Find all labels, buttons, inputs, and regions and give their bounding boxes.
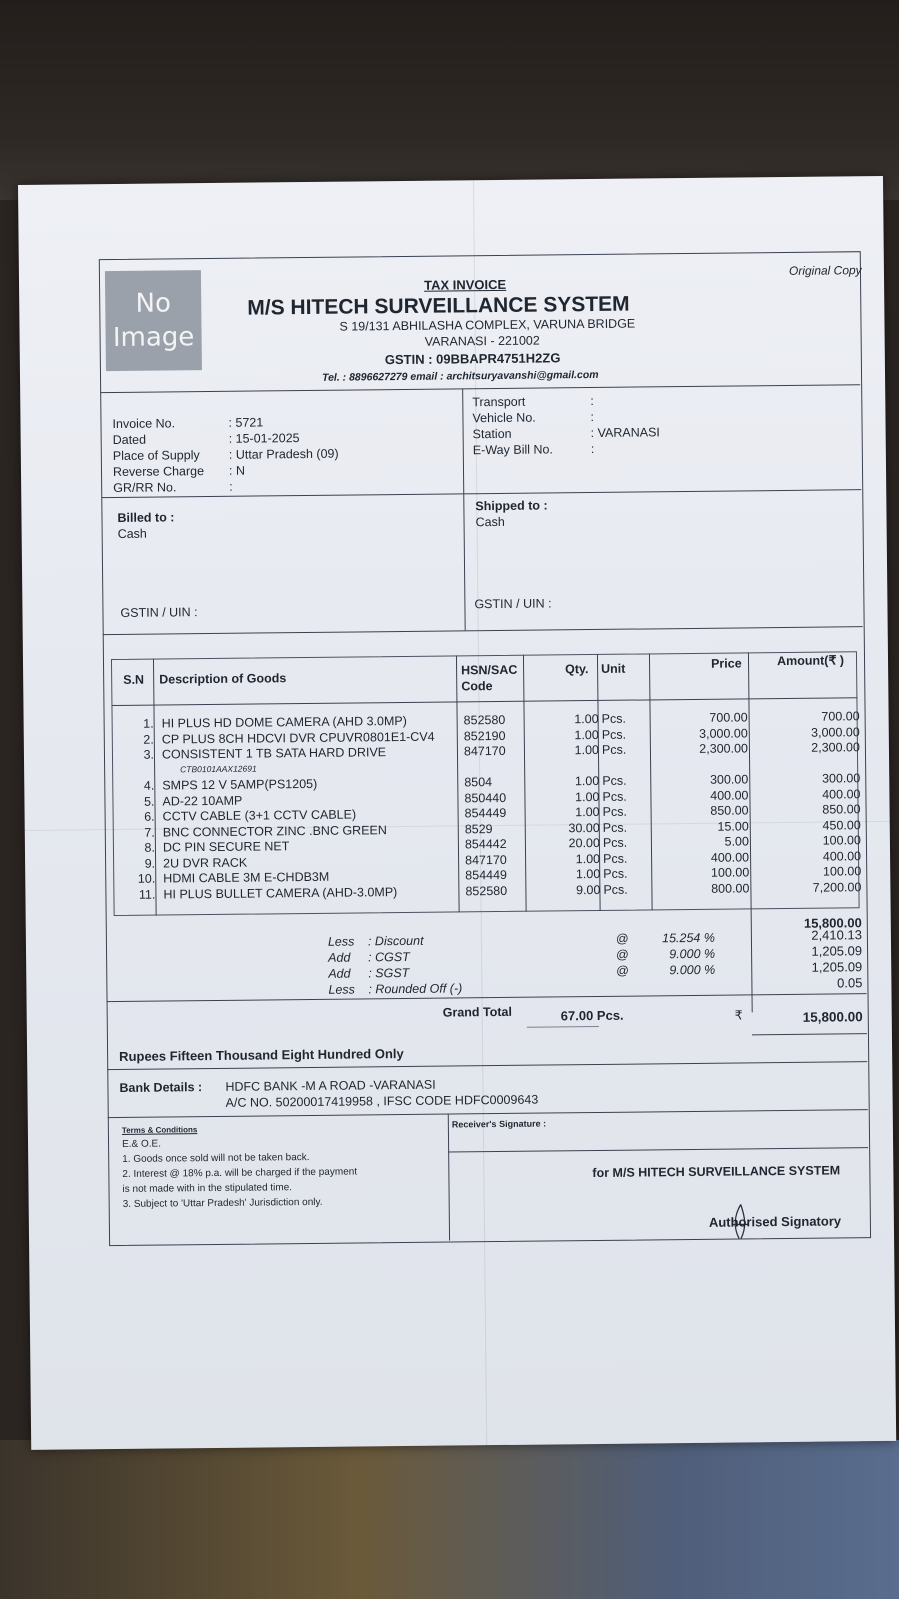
- cell-desc: CCTV CABLE (3+1 CCTV CABLE): [162, 807, 357, 824]
- invoice-document: [99, 251, 871, 1244]
- cell-price: 15.00: [717, 818, 749, 834]
- authorised-signatory: Authorised Signatory: [708, 1213, 842, 1230]
- cell-price: 400.00: [710, 787, 749, 803]
- item-serial-code: CTB0101AAX12691: [180, 763, 257, 775]
- cell-amount: 7,200.00: [812, 879, 862, 895]
- cell-amount: 700.00: [821, 709, 860, 724]
- terms-line: is not made with in the stipulated time.: [122, 1182, 293, 1195]
- cell-desc: CP PLUS 8CH HDCVI DVR CPUVR0801E1-CV4: [161, 729, 435, 747]
- cell-hsn: 850440: [464, 790, 507, 805]
- adjustment-at: @: [616, 947, 629, 962]
- company-address-1: S 19/131 ABHILASHA COMPLEX, VARUNA BRIDGE: [339, 316, 636, 334]
- cell-hsn: 847170: [465, 852, 507, 867]
- adjustment-label: : Rounded Off (-): [368, 981, 463, 997]
- cell-unit: Pcs.: [601, 711, 627, 726]
- adjustment-amount: 1,205.09: [811, 943, 863, 959]
- billed-to-name: Cash: [117, 526, 147, 541]
- bank-line-2: A/C NO. 50200017419958 , IFSC CODE HDFC0009643: [225, 1092, 539, 1110]
- adjustment-rate: 9.000 %: [669, 962, 716, 978]
- cell-amount: 400.00: [822, 848, 862, 864]
- vehicle-no-label: Vehicle No.: [472, 410, 536, 426]
- cell-desc: SMPS 12 V 5AMP(PS1205): [162, 776, 318, 793]
- cell-unit: Pcs.: [602, 820, 628, 835]
- cell-price: 800.00: [711, 880, 750, 896]
- company-name: M/S HITECH SURVEILLANCE SYSTEM: [247, 292, 630, 320]
- company-logo-placeholder: [105, 270, 202, 371]
- header-price: Price: [710, 656, 742, 671]
- adjustment-at: @: [616, 963, 630, 978]
- cell-sn: 9.: [144, 856, 156, 871]
- terms-line: 2. Interest @ 18% p.a. will be charged if the payment: [122, 1166, 358, 1180]
- adjustment-op: Add: [328, 950, 351, 965]
- gr-rr-label: GR/RR No.: [113, 480, 177, 496]
- cell-hsn: 8504: [464, 775, 493, 790]
- company-address-2: VARANASI - 221002: [424, 333, 540, 349]
- adjustment-amount: 2,410.13: [811, 927, 862, 943]
- invoice-paper: [18, 176, 896, 1450]
- logo-text-no: No: [135, 288, 172, 319]
- cell-desc: HI PLUS BULLET CAMERA (AHD-3.0MP): [163, 884, 398, 902]
- cell-unit: Pcs.: [602, 789, 627, 804]
- cell-price: 5.00: [724, 834, 749, 849]
- shipped-to-label: Shipped to :: [475, 498, 548, 514]
- cell-price: 3,000.00: [699, 725, 748, 741]
- shipped-to-name: Cash: [475, 514, 505, 530]
- cell-price: 850.00: [710, 803, 749, 818]
- for-company-label: for M/S HITECH SURVEILLANCE SYSTEM: [592, 1163, 841, 1181]
- cell-price: 700.00: [709, 710, 748, 725]
- cell-amount: 400.00: [822, 786, 861, 802]
- cell-unit: Pcs.: [602, 835, 628, 850]
- invoice-no-value: : 5721: [228, 415, 264, 430]
- adjustment-op: Add: [328, 966, 351, 981]
- cell-qty: 9.00: [575, 882, 601, 897]
- cell-unit: Pcs.: [601, 727, 627, 742]
- cell-unit: Pcs.: [602, 773, 627, 788]
- invoice-no-label: Invoice No.: [112, 416, 176, 432]
- cell-desc: HI PLUS HD DOME CAMERA (AHD 3.0MP): [161, 713, 407, 731]
- transport-label: Transport: [472, 394, 526, 410]
- logo-text-image: Image: [112, 322, 195, 354]
- header-unit: Unit: [601, 661, 626, 676]
- cell-qty: 1.00: [574, 773, 600, 789]
- doc-type-title: TAX INVOICE: [423, 276, 507, 293]
- cell-hsn: 8529: [464, 821, 493, 836]
- rupee-symbol: ₹: [734, 1008, 743, 1023]
- cell-qty: 1.00: [574, 711, 599, 727]
- cell-unit: Pcs.: [602, 804, 627, 819]
- cell-unit: Pcs.: [603, 851, 628, 866]
- header-sn: S.N: [123, 672, 145, 687]
- terms-line: 3. Subject to 'Uttar Pradesh' Jurisdiction only.: [122, 1196, 323, 1210]
- cell-hsn: 854449: [465, 867, 508, 883]
- header-hsn-code: Code: [461, 679, 493, 694]
- cell-hsn: 852580: [465, 883, 508, 898]
- cell-hsn: 847170: [463, 743, 506, 759]
- cell-qty: 1.00: [574, 727, 599, 742]
- cell-desc: BNC CONNECTOR ZINC .BNC GREEN: [162, 822, 387, 840]
- adjustment-rate: 9.000 %: [669, 946, 716, 962]
- cell-qty: 1.00: [575, 789, 600, 804]
- cell-qty: 1.00: [575, 804, 600, 820]
- amount-in-words: Rupees Fifteen Thousand Eight Hundred Only: [119, 1046, 404, 1064]
- header-hsn: HSN/SAC: [461, 662, 518, 678]
- adjustment-amount: 1,205.09: [811, 959, 863, 975]
- eway-bill-value: :: [590, 441, 595, 457]
- cell-hsn: 852190: [463, 728, 506, 743]
- cell-sn: 6.: [144, 809, 155, 824]
- cell-sn: 8.: [144, 840, 156, 855]
- header-description: Description of Goods: [159, 671, 287, 687]
- cell-desc: DC PIN SECURE NET: [162, 839, 290, 855]
- cell-price: 300.00: [709, 772, 749, 787]
- cell-hsn: 852580: [463, 712, 506, 728]
- copy-label: Original Copy: [788, 263, 862, 278]
- adjustment-amount: 0.05: [837, 975, 863, 991]
- cell-unit: Pcs.: [601, 742, 627, 757]
- adjustment-label: : CGST: [368, 949, 410, 965]
- cell-unit: Pcs.: [603, 866, 628, 881]
- dated-label: Dated: [112, 432, 147, 448]
- cell-sn: 5.: [143, 794, 155, 809]
- terms-line: 1. Goods once sold will not be taken back.: [122, 1152, 310, 1165]
- cell-amount: 3,000.00: [811, 724, 860, 740]
- vehicle-no-value: :: [590, 409, 595, 425]
- eway-bill-label: E-Way Bill No.: [472, 442, 553, 458]
- cell-sn: 10.: [137, 871, 156, 886]
- cell-sn: 2.: [143, 732, 154, 747]
- background-top: [0, 0, 899, 200]
- cell-qty: 20.00: [568, 835, 600, 851]
- place-of-supply-label: Place of Supply: [112, 448, 200, 464]
- cell-hsn: 854442: [464, 836, 507, 852]
- cell-sn: 3.: [143, 747, 155, 762]
- header-amount: Amount(₹ ): [776, 653, 845, 669]
- cell-desc: HDMI CABLE 3M E-CHDB3M: [163, 869, 330, 886]
- receiver-signature-label: Receiver's Signature :: [451, 1118, 547, 1130]
- cell-qty: 30.00: [568, 820, 600, 835]
- cell-sn: 11.: [138, 887, 156, 902]
- cell-price: 2,300.00: [699, 741, 749, 756]
- transport-value: :: [590, 393, 594, 409]
- cell-sn: 1.: [143, 716, 154, 731]
- cell-sn: 4.: [143, 778, 155, 793]
- cell-desc: AD-22 10AMP: [162, 793, 243, 809]
- company-gstin: GSTIN : 09BBAPR4751H2ZG: [384, 350, 561, 368]
- cell-amount: 100.00: [822, 864, 862, 879]
- place-of-supply-value: : Uttar Pradesh (09): [228, 446, 339, 462]
- station-label: Station: [472, 426, 512, 442]
- dated-value: : 15-01-2025: [228, 431, 300, 446]
- background-bottom: [0, 1440, 899, 1599]
- header-qty: Qty.: [565, 662, 589, 677]
- cell-price: 400.00: [710, 849, 750, 865]
- bank-line-1: HDFC BANK -M A ROAD -VARANASI: [225, 1077, 436, 1094]
- cell-desc: 2U DVR RACK: [163, 855, 248, 871]
- adjustment-op: Less: [327, 934, 355, 949]
- bank-details-label: Bank Details :: [119, 1080, 203, 1095]
- subtotal-amount: 15,800.00: [803, 915, 862, 931]
- adjustment-at: @: [615, 931, 629, 946]
- cell-price: 100.00: [710, 865, 750, 880]
- billed-to-label: Billed to :: [117, 510, 175, 525]
- cell-desc: CONSISTENT 1 TB SATA HARD DRIVE: [161, 745, 387, 762]
- grand-total-qty: 67.00 Pcs.: [560, 1007, 624, 1024]
- cell-amount: 850.00: [822, 802, 861, 817]
- cell-amount: 300.00: [821, 771, 861, 786]
- station-value: : VARANASI: [590, 425, 660, 441]
- grand-total-amount: 15,800.00: [802, 1009, 863, 1025]
- terms-line: E.& O.E.: [121, 1138, 162, 1150]
- cell-sn: 7.: [144, 825, 155, 840]
- cell-qty: 1.00: [574, 742, 600, 758]
- adjustment-label: : SGST: [368, 965, 410, 981]
- adjustment-rate: 15.254 %: [662, 930, 715, 946]
- cell-amount: 2,300.00: [811, 740, 861, 755]
- cell-unit: Pcs.: [603, 882, 628, 897]
- billed-gstin: GSTIN / UIN :: [120, 605, 198, 620]
- cell-amount: 100.00: [822, 833, 861, 848]
- gr-rr-value: :: [229, 479, 233, 494]
- company-contact: Tel. : 8896627279 email : architsuryavanshi@gmail.com: [321, 368, 599, 384]
- cell-amount: 450.00: [822, 817, 861, 833]
- adjustment-label: : Discount: [367, 933, 424, 949]
- reverse-charge-value: : N: [228, 463, 246, 478]
- reverse-charge-label: Reverse Charge: [112, 464, 205, 480]
- cell-qty: 1.00: [575, 866, 601, 882]
- shipped-gstin: GSTIN / UIN :: [474, 596, 552, 612]
- terms-title: Terms & Conditions: [121, 1125, 198, 1135]
- cell-qty: 1.00: [575, 851, 601, 866]
- cell-hsn: 854449: [464, 805, 507, 821]
- grand-total-label: Grand Total: [442, 1004, 512, 1020]
- adjustment-op: Less: [328, 982, 355, 997]
